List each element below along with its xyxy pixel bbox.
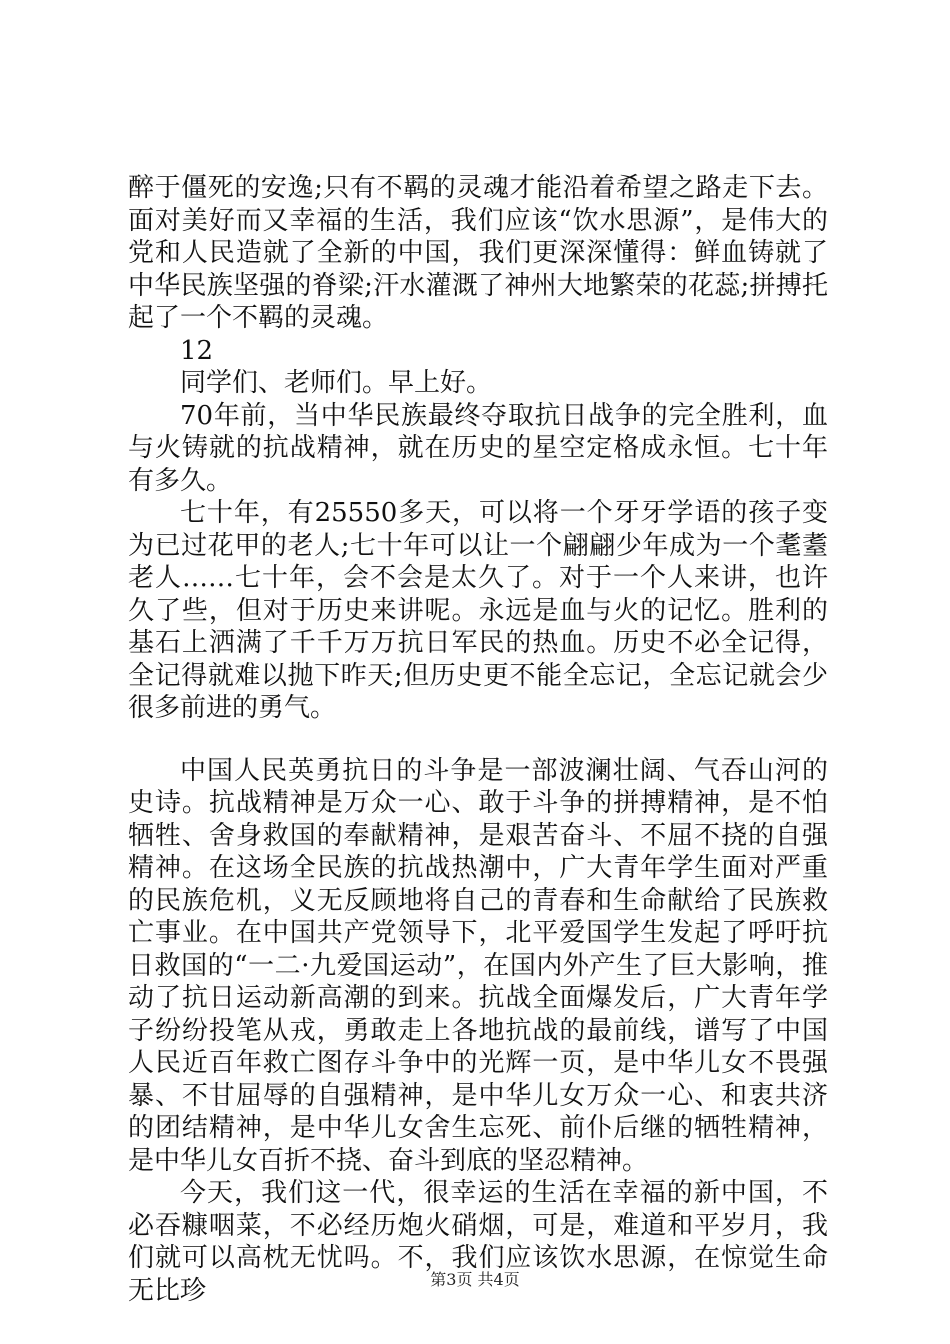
paragraph-seventy-years-ago: 70年前，当中华民族最终夺取抗日战争的完全胜利，血与火铸就的抗战精神，就在历史的星空定格成永恒。七十年有多久。 — [128, 400, 828, 496]
paragraph-seventy-years: 七十年，有25550多天，可以将一个牙牙学语的孩子变为已过花甲的老人;七十年可以让一个翩翩少年成为一个耄耋老人……七十年，会不会是太久了。对于一个人来讲，也许久了些，但对于历史来讲呢。永远是血与火的记忆。胜利的基石上洒满了千千万万抗日军民的热血。历史不必全记得，全记得就难以抛下昨天;但历史更不能全忘记，全忘记就会少很多前进的勇气。 — [128, 498, 828, 723]
paragraph-resistance-spirit: 中国人民英勇抗日的斗争是一部波澜壮阔、气吞山河的史诗。抗战精神是万众一心、敢于斗争的拼搏精神，是不怕牺牲、舍身救国的奉献精神，是艰苦奋斗、不屈不挠的自强精神。在这场全民族的抗战热潮中，广大青年学生面对严重的民族危机，义无反顾地将自己的青春和生命献给了民族救亡事业。在中国共产党领导下，北平爱国学生发起了呼吁抗日救国的“一二·九爱国运动”，在国内外产生了巨大影响，推动了抗日运动新高潮的到来。抗战全面爆发后，广大青年学子纷纷投笔从戎，勇敢走上各地抗战的最前线，谱写了中国人民近百年救亡图存斗争中的光辉一页，是中华儿女不畏强暴、不甘屈辱的自强精神，是中华儿女万众一心、和衷共济的团结精神，是中华儿女舍生忘死、前仆后继的牺牲精神，是中华儿女百折不挠、奋斗到底的坚忍精神。 — [128, 755, 828, 1176]
page-footer: 第3页 共4页 — [430, 1270, 520, 1289]
greeting-paragraph: 同学们、老师们。早上好。 — [180, 368, 493, 398]
paragraph-today: 今天，我们这一代，很幸运的生活在幸福的新中国，不必吞糠咽菜，不必经历炮火硝烟，可是，难道和平岁月，我们就可以高枕无忧吗。不，我们应该饮水思源，在惊觉生命无比珍 — [128, 1178, 828, 1306]
document-body — [128, 172, 828, 1307]
paragraph-continuation: 醉于僵死的安逸;只有不羁的灵魂才能沿着希望之路走下去。面对美好而又幸福的生活，我们应该“饮水思源”，是伟大的党和人民造就了全新的中国，我们更深深懂得：鲜血铸就了中华民族坚强的脊梁;汗水灌溉了神州大地繁荣的花蕊;拼搏托起了一个不羁的灵魂。 — [128, 173, 828, 333]
section-number: 12 — [180, 335, 214, 366]
